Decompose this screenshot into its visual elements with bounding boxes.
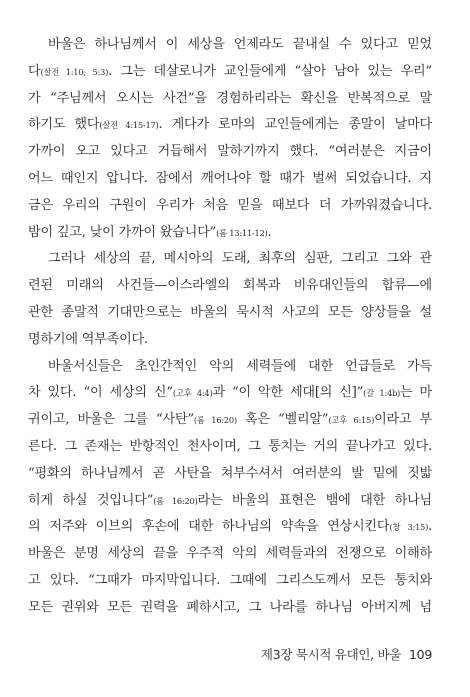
text-segment: 하기도 했다 xyxy=(28,117,100,133)
text-line xyxy=(28,488,432,515)
scripture-reference: (롬 13:11-12) xyxy=(216,227,268,238)
text-line xyxy=(28,300,432,327)
scripture-reference: (갈 1:4b) xyxy=(363,388,401,399)
text-line xyxy=(28,86,432,113)
scripture-reference: (고후 4:4) xyxy=(172,388,213,399)
running-footer xyxy=(261,645,432,663)
text-segment: . xyxy=(428,519,432,535)
text-segment: 바울은 분명 세상의 끝을 우주적 악의 세력들과의 전쟁으로 이해하 xyxy=(28,546,432,562)
text-line xyxy=(28,407,432,434)
page-number: 109 xyxy=(409,647,432,662)
text-segment: 귀이고, 바울은 그를 “사탄” xyxy=(28,412,194,428)
paragraph xyxy=(28,354,432,622)
text-segment: 라는 바울의 표현은 뱀에 대한 하나님 xyxy=(197,492,432,508)
text-segment: 관한 종말적 기대만으로는 바울의 묵시적 사고의 모든 양상들을 설 xyxy=(28,304,432,320)
text-segment: 가 “주님께서 오시는 사건”을 경험하리라는 확신을 반복적으로 말 xyxy=(28,90,432,106)
text-line xyxy=(28,193,432,220)
paragraph xyxy=(28,32,432,246)
text-line xyxy=(28,541,432,568)
scripture-reference: (고후 6:15) xyxy=(328,415,375,426)
text-segment: 른다. 그 존재는 반항적인 천사이며, 그 통치는 거의 끝나가고 있다. xyxy=(28,438,432,454)
text-segment: 밤이 깊고, 낮이 가까이 왔습니다” xyxy=(28,224,217,240)
scripture-reference: (살전 4:15-17) xyxy=(99,120,159,131)
text-segment: 모든 권위와 모든 권력을 폐하시고, 그 나라를 하나님 아버지께 넘 xyxy=(28,599,432,615)
text-line xyxy=(28,32,432,59)
text-line xyxy=(28,380,432,407)
text-line xyxy=(28,327,432,354)
scripture-reference: (살전 1:10; 5:3) xyxy=(40,66,109,77)
text-segment: 어느 때인지 압니다. 잠에서 깨어나야 할 때가 벌써 되었습니다. 지 xyxy=(28,170,432,186)
scripture-reference: (롬 16:20) xyxy=(153,495,198,506)
text-segment: 혹은 “벨리알” xyxy=(236,412,329,428)
text-line xyxy=(28,273,432,300)
text-line xyxy=(28,514,432,541)
text-segment: . xyxy=(267,224,272,240)
text-line xyxy=(28,59,432,86)
text-line xyxy=(28,112,432,139)
text-line xyxy=(28,568,432,595)
text-segment: . 그는 데살로니가 교인들에게 “살아 남아 있는 우리” xyxy=(108,63,432,79)
text-segment: . 게다가 로마의 교인들에게는 종말이 날마다 xyxy=(158,117,432,133)
text-segment: 다 xyxy=(28,63,41,79)
text-line xyxy=(28,139,432,166)
text-segment: 고 있다. “그때가 마지막입니다. 그때에 그리스도께서 모든 통치와 xyxy=(28,572,432,588)
text-segment: 히게 하실 것입니다” xyxy=(28,492,154,508)
text-line xyxy=(28,354,432,381)
text-line xyxy=(28,595,432,622)
text-segment: “평화의 하나님께서 곧 사탄을 쳐부수셔서 여러분의 발 밑에 짓밟 xyxy=(28,465,432,481)
scripture-reference: (롬 16:20) xyxy=(193,415,237,426)
text-segment: 의 저주와 이브의 후손에 대한 하나님의 약속을 연상시킨다 xyxy=(28,519,390,535)
text-line xyxy=(28,434,432,461)
paragraph xyxy=(28,246,432,353)
text-segment: 바울서신들은 초인간적인 악의 세력들에 대한 언급들로 가득 xyxy=(48,358,432,374)
text-line xyxy=(28,246,432,273)
text-line xyxy=(28,461,432,488)
scripture-reference: (창 3:15) xyxy=(389,522,429,533)
text-segment: 그러나 세상의 끝, 메시아의 도래, 최후의 심판, 그리고 그와 관 xyxy=(48,251,432,267)
text-segment: 과 “이 악한 세대[의 신]” xyxy=(212,385,364,401)
chapter-title: 제3장 묵시적 유대인, 바울 xyxy=(260,647,402,662)
text-segment: 련된 미래의 사건들—이스라엘의 회복과 비유대인들의 합류—에 xyxy=(28,278,432,294)
text-segment: 이라고 부 xyxy=(374,412,432,428)
text-segment: 바울은 하나님께서 이 세상을 언제라도 끝내실 수 있다고 믿었 xyxy=(48,37,432,52)
page-body xyxy=(28,32,432,622)
text-segment: 금은 우리의 구원이 우리가 처음 믿을 때보다 더 가까워졌습니다. xyxy=(28,197,432,213)
text-segment: 차 있다. “이 세상의 신” xyxy=(28,385,173,401)
text-segment: 명하기에 역부족이다. xyxy=(28,331,148,347)
text-line xyxy=(28,220,432,247)
text-line xyxy=(28,166,432,193)
text-segment: 가까이 오고 있다고 거듭해서 말하기까지 했다. “여러분은 지금이 xyxy=(28,144,432,160)
text-segment: 는 마 xyxy=(400,385,432,401)
